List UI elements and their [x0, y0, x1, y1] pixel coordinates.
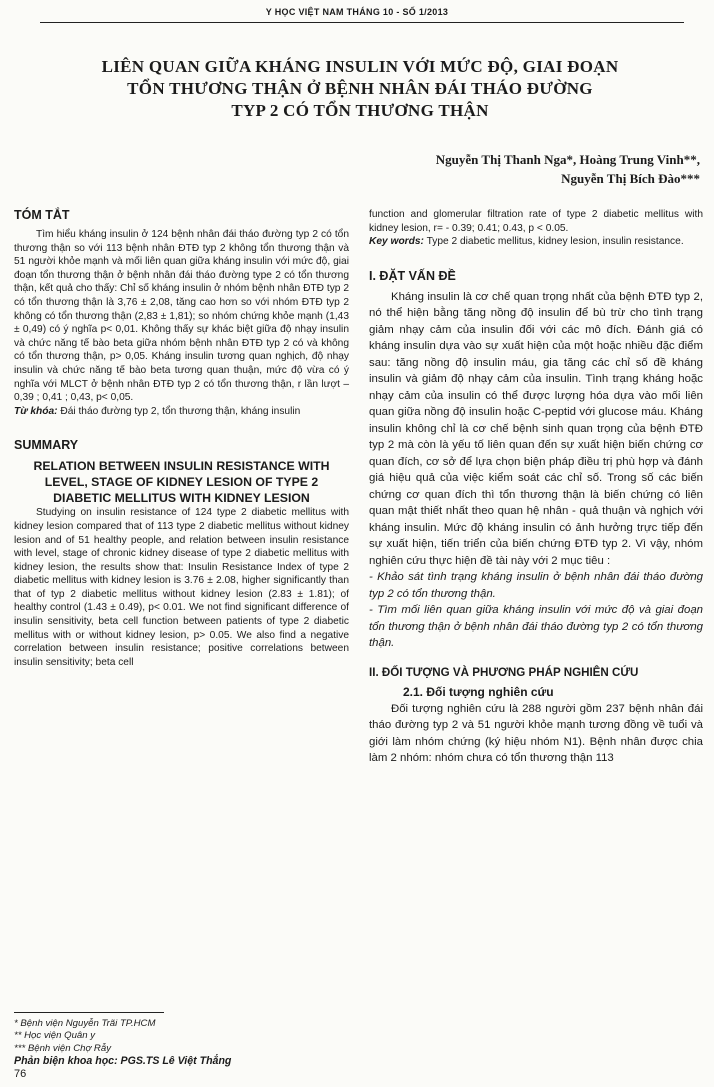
page-number: 76	[14, 1067, 27, 1080]
running-head: Y HỌC VIỆT NAM THÁNG 10 - SỐ 1/2013	[265, 7, 449, 17]
tom-tat-keywords-text: Đái tháo đường typ 2, tổn thương thận, kháng insulin	[57, 405, 301, 417]
footnote-1: * Bệnh viện Nguyễn Trãi TP.HCM	[14, 1018, 156, 1029]
reviewer-note: Phản biện khoa học: PGS.TS Lê Việt Thắng	[14, 1055, 232, 1068]
summary-body-continued: function and glomerular filtration rate of type 2 diabetic mellitus with kidney lesion, r= - 0.39; 0.41; 0.43, p < 0.05.	[369, 209, 703, 234]
footnote-2: ** Học viện Quân y	[14, 1030, 96, 1042]
tom-tat-keywords-label: Từ khóa:	[14, 405, 58, 417]
article-title	[60, 56, 660, 122]
left-column	[14, 208, 349, 669]
authors-line-2: Nguyễn Thị Bích Đào***	[561, 171, 700, 186]
summary-heading: SUMMARY	[14, 438, 79, 453]
title-line-3: TYP 2 CÓ TỔN THƯƠNG THẬN	[231, 101, 489, 120]
tom-tat-keywords	[14, 405, 349, 419]
tom-tat-body: Tìm hiểu kháng insulin ở 124 bệnh nhân đái tháo đường typ 2 có tổn thương thận so với 113 bệnh nhân ĐTĐ typ 2 không tổn thương thận và 51 người khỏe mạnh và mối liên quan giữa kháng insulin với mức độ, giai đoạn tổn thương thận ở bệnh nhân đái tháo đường type 2 có tổn thương thận, kết quả cho thấy: Chỉ số kháng insulin ở nhóm bệnh nhân ĐTĐ typ 2 có tổn thương thận là 3,76 ± 2,08, tăng cao hơn so với nhóm ĐTĐ typ 2 không có tổn thương thận (2,83 ± 1,81); so nhóm chứng khỏe mạnh (1,43 ± 0,49) có ý nghĩa p< 0,01. Không thấy sự khác biệt giữa độ nhạy insulin và chức năng tế bào beta giữa nhóm bệnh nhân ĐTĐ typ 2 có và không có tổn thương thận, p> 0,05. Kháng insulin tương quan nghịch, độ nhạy insulin và chức năng tế bào beta tương quan thuận, mức độ vừa có ý nghĩa với MLCT ở bệnh nhân ĐTĐ typ 2 có tổn thương thận, r lần lượt – 0,39 ; 0,41 ; 0,43, p< 0,05.	[14, 229, 349, 404]
section-2-1-heading: 2.1. Đối tượng nghiên cứu	[403, 684, 554, 699]
summary-keywords-label: Key words:	[369, 236, 424, 248]
summary-title: RELATION BETWEEN INSULIN RESISTANCE WITH LEVEL, STAGE OF KIDNEY LESION OF TYPE 2 DIABETIC MELLITUS WITH KIDNEY LESION	[33, 459, 330, 506]
summary-body: Studying on insulin resistance of 124 type 2 diabetic mellitus with kidney lesion compared that of 113 type 2 diabetic mellitus without kidney lesion and of 51 healthy people, and relation between insulin resistance with level, stage of chronic kidney disease of type 2 diabetic mellitus with kidney lesion, the results show that: Insulin Resistance Index of type 2 diabetic mellitus with kidney lesion is 3.76 ± 2.08, higher significantly than that of typ 2 diabetic mellitus without kidney lesion (2.83 ± 1.81); of healthy control (1.43 ± 0.49), p< 0.01. We not find significant difference of insulin sensitivity, beta cell function between patients of type 2 diabetic mellitus with or without kidney lesion, p> 0.05. We also find a negative correlation between insulin resistance; positive correlations between insulin sensitivity; beta cell	[14, 507, 349, 668]
footnote-3: *** Bệnh viện Chợ Rẫy	[14, 1042, 111, 1054]
section-1-heading: I. ĐẶT VẤN ĐỀ	[369, 268, 456, 283]
footnotes	[14, 1018, 334, 1080]
title-line-1: LIÊN QUAN GIỮA KHÁNG INSULIN VỚI MỨC ĐỘ, GIAI ĐOẠN	[101, 57, 619, 76]
aim-1: - Khảo sát tình trạng kháng insulin ở bệnh nhân đái tháo đường typ 2 có tổn thương thận.	[369, 571, 703, 600]
title-line-2: TỔN THƯƠNG THẬN Ở BỆNH NHÂN ĐÁI THÁO ĐƯỜNG	[127, 79, 593, 98]
authors-line-1: Nguyễn Thị Thanh Nga*, Hoàng Trung Vinh**,	[435, 152, 700, 167]
summary-keywords-text: Type 2 diabetic mellitus, kidney lesion, insulin resistance.	[423, 236, 684, 248]
summary-keywords	[369, 235, 703, 249]
section-2-1-paragraph: Đối tượng nghiên cứu là 288 người gồm 237 bệnh nhân đái tháo đường typ 2 và 51 người khỏe mạnh tương đồng về tuổi và giới làm nhóm chứng (ký hiệu nhóm N1). Bệnh nhân được chia làm 2 nhóm: nhóm chưa có tổn thương thận 113	[369, 702, 703, 765]
section-1-paragraph: Kháng insulin là cơ chế quan trọng nhất của bệnh ĐTĐ typ 2, nó thể hiện bằng tăng nồng độ insulin để bù trừ cho tình trạng giảm nhạy cảm của insulin đối với các mô đích. Đánh giá có kháng insulin dựa vào sự xuất hiện của một hoặc nhiều đặc điểm sau: tăng nồng độ insulin máu, gia tăng các chỉ số đề kháng insulin và giảm độ nhạy cảm của insulin. Tình trạng kháng hoặc nhạy cảm của insulin có thể được lượng hóa dựa vào mối liên quan giữa nồng độ insulin hoặc C-peptid với glucose máu. Kháng insulin không chỉ là cơ chế bệnh sinh quan trọng của bệnh ĐTĐ typ 2 mà còn là yếu tố liên quan đến sự xuất hiện biến chứng cơ quan đích, cơ sở để lựa chọn biện pháp điều trị phù hợp và đánh giá hiệu quả của việc kiểm soát các chỉ số. Trong số các biến chứng cơ quan đích thì tổn thương thận là biến chứng có liên quan mật thiết nhất theo quan hệ nhân - quả thuận và nghịch với kháng insulin. Mức độ kháng insulin có ảnh hưởng trực tiếp đến sự xuất hiện, tiến triển của biến chứng ĐTĐ typ 2. Vì vậy, nhóm nghiên cứu thực hiện đề tài này với 2 mục tiêu :	[369, 290, 703, 567]
right-column	[369, 208, 703, 767]
section-2-heading: II. ĐỐI TƯỢNG VÀ PHƯƠNG PHÁP NGHIÊN CỨU	[369, 665, 639, 679]
aim-2: - Tìm mối liên quan giữa kháng insulin với mức độ và giai đoạn tổn thương thận ở bệnh nhân đái tháo đường typ 2 có tổn thương thận.	[369, 604, 703, 650]
tom-tat-heading: TÓM TẮT	[14, 208, 70, 222]
header-rule	[40, 22, 684, 23]
author-list	[436, 150, 700, 188]
footnote-rule	[14, 1012, 164, 1013]
